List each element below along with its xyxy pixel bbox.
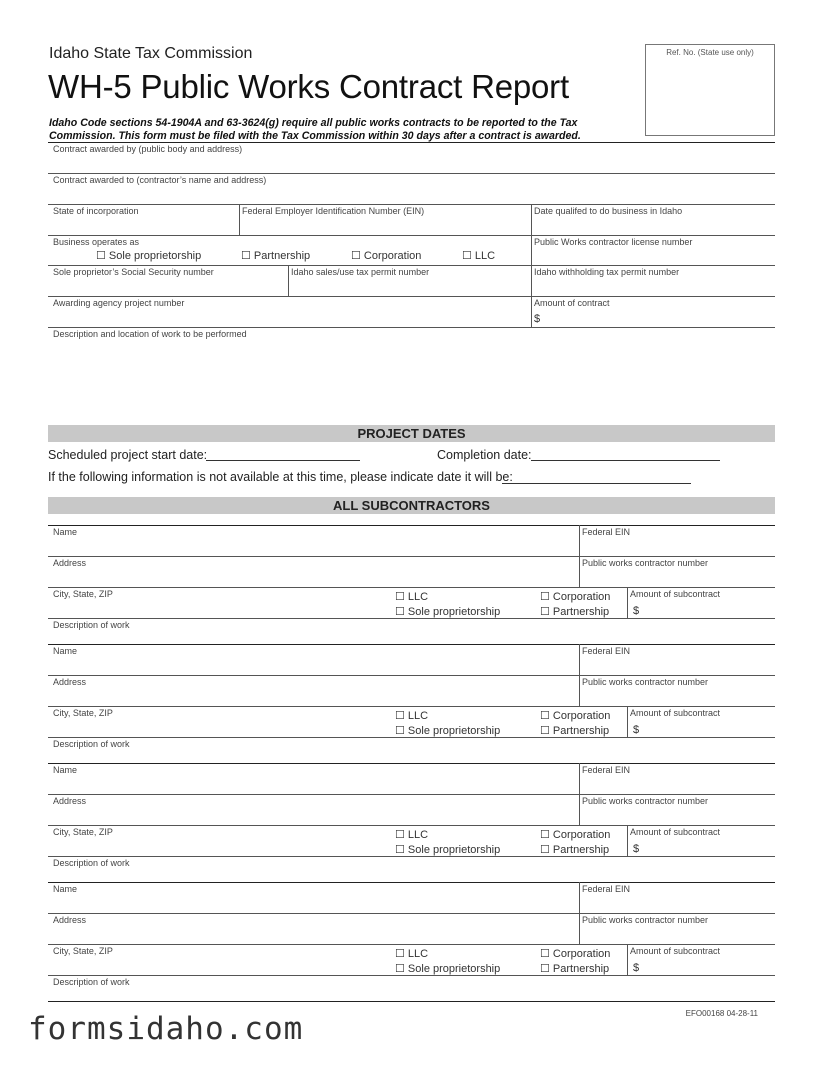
completion-date-field[interactable]	[531, 460, 720, 461]
sub-amount-label: Amount of subcontract	[630, 946, 721, 956]
sub-address-label: Address	[53, 915, 87, 925]
sub-pw-number-label: Public works contractor number	[582, 915, 709, 925]
sales-permit-label: Idaho sales/use tax permit number	[291, 267, 430, 277]
divider	[627, 944, 628, 975]
completion-date-label: Completion date:	[437, 448, 532, 462]
sub-amount-label: Amount of subcontract	[630, 827, 721, 837]
sub-amount-currency: $	[633, 843, 640, 855]
sole-ssn-label: Sole proprietor’s Social Security number	[53, 267, 214, 277]
sub-fein-label: Federal EIN	[582, 646, 631, 656]
sub-amount-label: Amount of subcontract	[630, 708, 721, 718]
sub-pw-number-label: Public works contractor number	[582, 558, 709, 568]
date-qualified-label: Date qualifed to do business in Idaho	[534, 206, 683, 216]
sole-proprietorship-checkbox[interactable]: ☐ Sole proprietorship	[96, 250, 202, 262]
partnership-checkbox[interactable]: ☐ Partnership	[241, 250, 311, 262]
amount-currency: $	[534, 313, 541, 325]
sub-sole-checkbox[interactable]: ☐ Sole proprietorship	[395, 963, 501, 975]
awarded-by-label: Contract awarded by (public body and address)	[53, 144, 243, 154]
sub-sole-checkbox[interactable]: ☐ Sole proprietorship	[395, 844, 501, 856]
divider	[48, 944, 775, 945]
divider	[48, 204, 775, 205]
sub-city-label: City, State, ZIP	[53, 946, 113, 956]
sub-llc-checkbox[interactable]: ☐ LLC	[395, 710, 429, 722]
sub-name-label: Name	[53, 765, 78, 775]
divider	[48, 737, 775, 738]
sub-corp-checkbox[interactable]: ☐ Corporation	[540, 948, 611, 960]
divider	[48, 265, 775, 266]
sub-city-label: City, State, ZIP	[53, 589, 113, 599]
start-date-label: Scheduled project start date:	[48, 448, 208, 462]
sub-partnership-checkbox[interactable]: ☐ Partnership	[540, 725, 610, 737]
sub-corp-checkbox[interactable]: ☐ Corporation	[540, 591, 611, 603]
watermark: formsidaho.com	[28, 1011, 304, 1047]
sub-fein-label: Federal EIN	[582, 765, 631, 775]
withholding-permit-label: Idaho withholding tax permit number	[534, 267, 680, 277]
amount-label: Amount of contract	[534, 298, 610, 308]
sub-amount-currency: $	[633, 724, 640, 736]
awarded-to-label: Contract awarded to (contractor’s name and address)	[53, 175, 267, 185]
unavailable-date-field[interactable]	[502, 483, 691, 484]
divider	[48, 296, 775, 297]
sub-llc-checkbox[interactable]: ☐ LLC	[395, 829, 429, 841]
sub-partnership-checkbox[interactable]: ☐ Partnership	[540, 963, 610, 975]
agency-project-label: Awarding agency project number	[53, 298, 185, 308]
business-operates-label: Business operates as	[53, 237, 140, 247]
sub-corp-checkbox[interactable]: ☐ Corporation	[540, 829, 611, 841]
sub-amount-currency: $	[633, 962, 640, 974]
sub-description-label: Description of work	[53, 977, 130, 987]
corporation-checkbox[interactable]: ☐ Corporation	[351, 250, 422, 262]
divider	[48, 173, 775, 174]
description-label: Description and location of work to be performed	[53, 329, 247, 339]
sub-name-label: Name	[53, 527, 78, 537]
sub-sole-checkbox[interactable]: ☐ Sole proprietorship	[395, 606, 501, 618]
divider	[48, 235, 775, 236]
divider	[48, 913, 775, 914]
sub-corp-checkbox[interactable]: ☐ Corporation	[540, 710, 611, 722]
sub-address-label: Address	[53, 558, 87, 568]
sub-description-label: Description of work	[53, 620, 130, 630]
sub-partnership-checkbox[interactable]: ☐ Partnership	[540, 606, 610, 618]
divider	[627, 587, 628, 618]
divider	[48, 142, 775, 143]
sub-description-label: Description of work	[53, 739, 130, 749]
divider	[48, 706, 775, 707]
start-date-field[interactable]	[206, 460, 360, 461]
divider	[239, 204, 240, 235]
divider	[48, 794, 775, 795]
divider	[48, 882, 775, 883]
subcontractors-heading: ALL SUBCONTRACTORS	[48, 497, 775, 514]
llc-checkbox[interactable]: ☐ LLC	[462, 250, 496, 262]
sub-llc-checkbox[interactable]: ☐ LLC	[395, 591, 429, 603]
divider	[48, 975, 775, 976]
divider	[48, 856, 775, 857]
sub-llc-checkbox[interactable]: ☐ LLC	[395, 948, 429, 960]
sub-pw-number-label: Public works contractor number	[582, 677, 709, 687]
sub-city-label: City, State, ZIP	[53, 708, 113, 718]
ref-number-label: Ref. No. (State use only)	[666, 48, 754, 57]
license-number-label: Public Works contractor license number	[534, 237, 693, 247]
divider	[48, 525, 775, 526]
sub-amount-currency: $	[633, 605, 640, 617]
divider	[48, 675, 775, 676]
divider	[48, 825, 775, 826]
divider	[48, 618, 775, 619]
sub-address-label: Address	[53, 677, 87, 687]
sub-amount-label: Amount of subcontract	[630, 589, 721, 599]
sub-city-label: City, State, ZIP	[53, 827, 113, 837]
divider	[627, 825, 628, 856]
divider	[48, 587, 775, 588]
statute-notice: Idaho Code sections 54-1904A and 63-3624(g) require all public works contracts to be reported to the Tax Commission. This form must be filed with the Tax Commission within 30 days after a contract is awarded.	[49, 117, 581, 142]
divider	[48, 327, 775, 328]
fein-label: Federal Employer Identification Number (EIN)	[242, 206, 425, 216]
unavailable-info-label: If the following information is not available at this time, please indicate date it will be:	[48, 470, 513, 484]
ref-number-box[interactable]	[645, 44, 775, 136]
divider	[48, 1001, 775, 1002]
sub-pw-number-label: Public works contractor number	[582, 796, 709, 806]
divider	[48, 556, 775, 557]
sub-address-label: Address	[53, 796, 87, 806]
state-incorporation-label: State of incorporation	[53, 206, 139, 216]
divider	[48, 763, 775, 764]
form-code: EFO00168 04-28-11	[685, 1009, 758, 1018]
form-title: WH-5 Public Works Contract Report	[48, 68, 569, 105]
divider	[48, 644, 775, 645]
sub-sole-checkbox[interactable]: ☐ Sole proprietorship	[395, 725, 501, 737]
sub-description-label: Description of work	[53, 858, 130, 868]
project-dates-heading: PROJECT DATES	[48, 425, 775, 442]
sub-name-label: Name	[53, 884, 78, 894]
sub-name-label: Name	[53, 646, 78, 656]
sub-partnership-checkbox[interactable]: ☐ Partnership	[540, 844, 610, 856]
sub-fein-label: Federal EIN	[582, 884, 631, 894]
sub-fein-label: Federal EIN	[582, 527, 631, 537]
divider	[627, 706, 628, 737]
divider	[288, 265, 289, 296]
agency-name: Idaho State Tax Commission	[49, 45, 253, 62]
